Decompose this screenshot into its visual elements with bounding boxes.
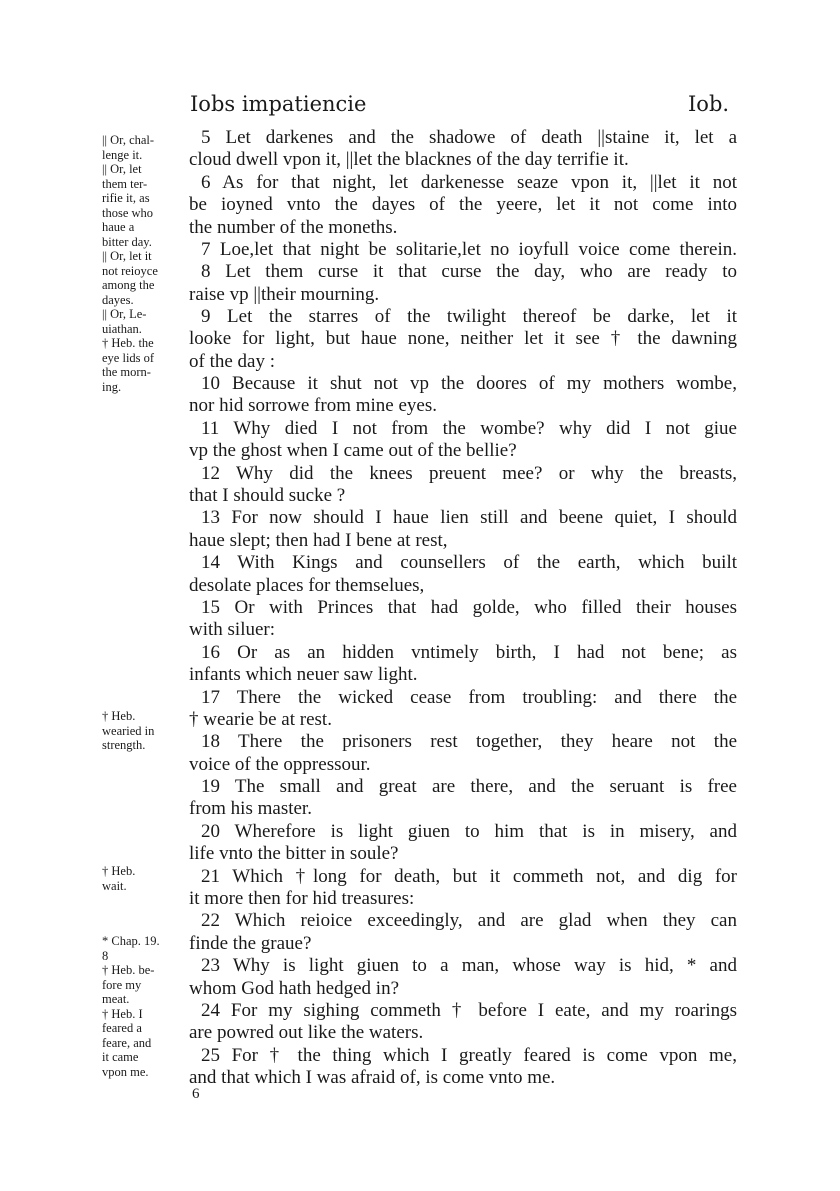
verse-line: cloud dwell vpon it, ||let the blacknes of the day terrifie it. bbox=[189, 149, 629, 170]
signature-mark: 6 bbox=[192, 1086, 200, 1102]
margin-notes-bottom bbox=[102, 934, 188, 1079]
verse-line: 8 Let them curse it that curse the day, who are ready to bbox=[201, 261, 737, 282]
margin-note: strength. bbox=[102, 738, 146, 752]
verse-line: be ioyned vnto the dayes of the yeere, let it not come into bbox=[189, 194, 737, 215]
margin-note: ing. bbox=[102, 379, 122, 394]
verse-line: 10 Because it shut not vp the doores of my mothers wombe, bbox=[201, 373, 737, 394]
margin-note: lenge it. bbox=[102, 147, 143, 162]
verse-line: desolate places for themselues, bbox=[189, 575, 425, 596]
verse-line: voice of the oppressour. bbox=[189, 754, 371, 775]
margin-note: haue a bbox=[102, 220, 135, 234]
verse-line: 17 There the wicked cease from troubling: and there the bbox=[201, 687, 737, 708]
margin-note: the morn- bbox=[102, 365, 151, 379]
margin-note: vpon me. bbox=[102, 1064, 149, 1079]
margin-note: 8 bbox=[102, 948, 109, 963]
margin-notes-top bbox=[102, 133, 188, 394]
margin-note: dayes. bbox=[102, 292, 134, 307]
verse-line: 6 As for that night, let darkenesse seaze vpon it, ||let it not bbox=[201, 172, 737, 193]
verse-line: haue slept; then had I bene at rest, bbox=[189, 530, 448, 551]
margin-note: † Heb. I bbox=[102, 1006, 143, 1021]
verse-line: 11 Why died I not from the wombe? why did I not giue bbox=[201, 418, 737, 439]
verse-line: looke for light, but haue none, neither let it see † the dawning bbox=[189, 328, 737, 349]
verse-line: 22 Which reioice exceedingly, and are glad when they can bbox=[201, 910, 737, 931]
margin-note: * Chap. 19. bbox=[102, 934, 160, 948]
verse-line: the number of the moneths. bbox=[189, 217, 398, 238]
margin-note: † Heb. bbox=[102, 709, 136, 723]
verse-line: 20 Wherefore is light giuen to him that is in misery, and bbox=[201, 821, 737, 842]
margin-note: feared a bbox=[102, 1021, 142, 1035]
margin-note: † Heb. bbox=[102, 864, 136, 878]
margin-note: among the bbox=[102, 278, 155, 292]
verse-line: are powred out like the waters. bbox=[189, 1022, 424, 1043]
margin-note: not reioyce bbox=[102, 263, 158, 278]
margin-note: † Heb. the bbox=[102, 336, 154, 350]
verse-line: life vnto the bitter in soule? bbox=[189, 843, 399, 864]
margin-note: meat. bbox=[102, 992, 130, 1006]
verse-line: infants which neuer saw light. bbox=[189, 664, 418, 685]
margin-note: || Or, let it bbox=[102, 249, 152, 263]
verse-line: it more then for hid treasures: bbox=[189, 888, 415, 909]
margin-note: wearied in bbox=[102, 723, 155, 738]
verse-line: 5 Let darkenes and the shadowe of death ||staine it, let a bbox=[201, 127, 737, 148]
verse-line: 21 Which †long for death, but it commeth not, and dig for bbox=[201, 866, 737, 887]
verse-line: from his master. bbox=[189, 798, 312, 819]
margin-note: feare, and bbox=[102, 1035, 152, 1050]
verse-line: 24 For my sighing commeth † before I eate, and my roarings bbox=[201, 1000, 737, 1021]
margin-note: † Heb. be- bbox=[102, 963, 155, 977]
verse-line: raise vp ||their mourning. bbox=[189, 284, 380, 305]
margin-note: those who bbox=[102, 205, 154, 220]
margin-note: uiathan. bbox=[102, 321, 142, 336]
verse-line: 14 With Kings and counsellers of the earth, which built bbox=[201, 552, 737, 573]
verse-line: with siluer: bbox=[189, 619, 276, 640]
margin-note: fore my bbox=[102, 977, 142, 992]
verse-line: whom God hath hedged in? bbox=[189, 978, 400, 999]
verse-line: that I should sucke ? bbox=[189, 485, 346, 506]
margin-note: bitter day. bbox=[102, 234, 152, 249]
verse-line: and that which I was afraid of, is come vnto me. bbox=[189, 1067, 556, 1088]
margin-notes-wait bbox=[102, 864, 188, 893]
margin-note: eye lids of bbox=[102, 350, 155, 365]
verse-line: 13 For now should I haue lien still and beene quiet, I should bbox=[201, 507, 737, 528]
margin-notes-mid bbox=[102, 709, 188, 753]
verse-line: 9 Let the starres of the twilight thereof be darke, let it bbox=[201, 306, 737, 327]
verse-line: 15 Or with Princes that had golde, who filled their houses bbox=[201, 597, 737, 618]
verse-line: † wearie be at rest. bbox=[189, 709, 332, 730]
verse-line: 23 Why is light giuen to a man, whose way is hid, * and bbox=[201, 955, 737, 976]
verse-line: 12 Why did the knees preuent mee? or why the breasts, bbox=[201, 463, 737, 484]
verse-line: 16 Or as an hidden vntimely birth, I had not bene; as bbox=[201, 642, 737, 663]
margin-note: rifie it, as bbox=[102, 191, 150, 205]
verse-line: 7 Loe,let that night be solitarie,let no ioyfull voice come therein. bbox=[201, 239, 737, 260]
margin-note: them ter- bbox=[102, 176, 148, 191]
running-head-title: Iobs impatiencie bbox=[190, 92, 367, 116]
margin-note: wait. bbox=[102, 878, 127, 893]
verse-line: finde the graue? bbox=[189, 933, 312, 954]
verse-line: 25 For † the thing which I greatly feared is come vpon me, bbox=[201, 1045, 737, 1066]
verse-line: 18 There the prisoners rest together, they heare not the bbox=[201, 731, 737, 752]
margin-note: || Or, let bbox=[102, 162, 142, 176]
verse-line: 19 The small and great are there, and the seruant is free bbox=[201, 776, 737, 797]
verse-line: nor hid sorrowe from mine eyes. bbox=[189, 395, 437, 416]
running-head-book: Iob. bbox=[688, 92, 730, 116]
verse-line: of the day : bbox=[189, 351, 276, 372]
margin-note: it came bbox=[102, 1050, 139, 1064]
margin-note: || Or, Le- bbox=[102, 307, 147, 321]
margin-note: || Or, chal- bbox=[102, 133, 155, 147]
verse-line: vp the ghost when I came out of the bellie? bbox=[189, 440, 517, 461]
